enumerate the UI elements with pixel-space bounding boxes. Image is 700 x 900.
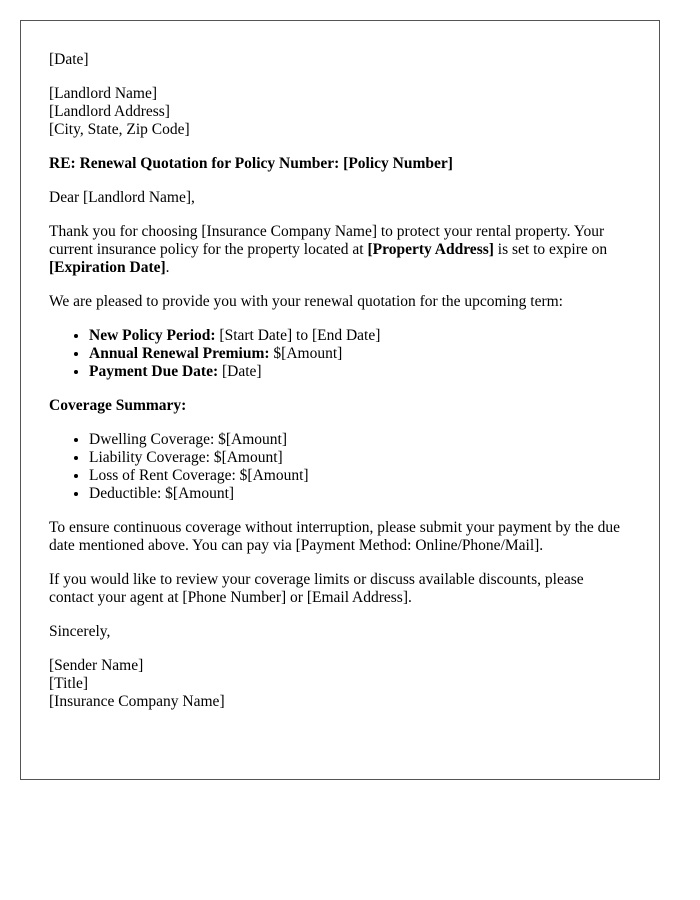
letter-date: [Date]	[49, 51, 89, 68]
intro-text-2: is set to expire on	[493, 241, 608, 258]
list-item: • Dwelling Coverage: $[Amount]	[89, 431, 631, 449]
intro-text-1: Thank you for choosing [Insurance Company Name] to protect your rental property. Your current insurance policy for the property located at	[49, 223, 605, 258]
signature-block	[49, 657, 631, 711]
payment-paragraph: To ensure continuous coverage without interruption, please submit your payment by the due date mentioned above. You can pay via [Payment Method: Online/Phone/Mail].	[49, 519, 620, 554]
list-item: • Deductible: $[Amount]	[89, 485, 631, 503]
list-item	[89, 345, 631, 363]
quote-item-label: Annual Renewal Premium:	[89, 345, 270, 362]
quote-item-label: New Policy Period:	[89, 327, 216, 344]
coverage-list	[49, 431, 631, 503]
sender-company: [Insurance Company Name]	[49, 693, 225, 710]
quote-list	[49, 327, 631, 381]
recipient-name: [Landlord Name]	[49, 85, 158, 102]
contact-paragraph: If you would like to review your coverage limits or discuss available discounts, please contact your agent at [Phone Number] or [Email Address].	[49, 571, 584, 606]
sender-name: [Sender Name]	[49, 657, 144, 674]
salutation: Dear [Landlord Name],	[49, 189, 195, 206]
list-item	[89, 363, 631, 381]
letter-page	[20, 20, 660, 780]
expiration-date: [Expiration Date]	[49, 259, 166, 276]
list-item: • Loss of Rent Coverage: $[Amount]	[89, 467, 631, 485]
recipient-address: [Landlord Address]	[49, 103, 170, 120]
recipient-city-state-zip: [City, State, Zip Code]	[49, 121, 190, 138]
quote-item-label: Payment Due Date:	[89, 363, 219, 380]
recipient-block	[49, 85, 631, 139]
intro-paragraph	[49, 223, 631, 277]
intro-text-3: .	[165, 259, 170, 276]
list-item: • Liability Coverage: $[Amount]	[89, 449, 631, 467]
subject-line: RE: Renewal Quotation for Policy Number: [Policy Number]	[49, 155, 453, 172]
sender-title: [Title]	[49, 675, 89, 692]
list-item	[89, 327, 631, 345]
quote-item-value: $[Amount]	[269, 345, 343, 362]
quote-item-value: [Start Date] to [End Date]	[215, 327, 381, 344]
quote-intro: We are pleased to provide you with your renewal quotation for the upcoming term:	[49, 293, 563, 310]
quote-item-value: [Date]	[218, 363, 262, 380]
coverage-heading: Coverage Summary:	[49, 397, 187, 414]
property-address: [Property Address]	[367, 241, 494, 258]
closing: Sincerely,	[49, 623, 111, 640]
